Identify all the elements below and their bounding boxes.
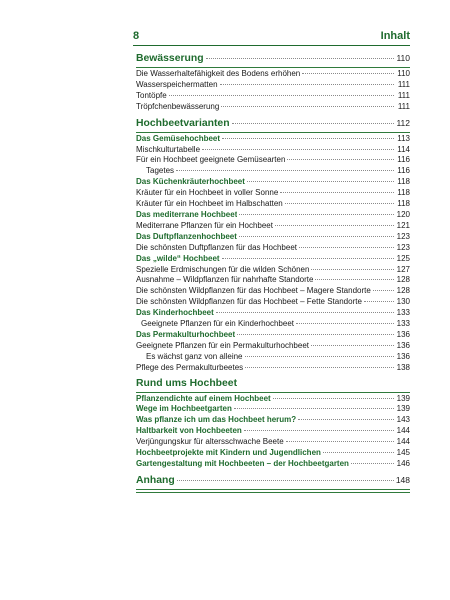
toc-subsection-title: Das Permakulturhochbeet xyxy=(136,329,236,339)
dot-leader xyxy=(247,180,394,182)
toc-entry[interactable] xyxy=(136,80,410,91)
toc-subsection[interactable] xyxy=(136,459,410,470)
toc-subsection-page: 139 xyxy=(396,404,410,414)
section-rule xyxy=(136,67,410,68)
toc-subsection-title: Was pflanze ich um das Hochbeet herum? xyxy=(136,415,297,425)
dot-leader xyxy=(221,105,394,107)
dot-leader xyxy=(177,479,394,481)
toc-entry-title: Tröpfchenbewässerung xyxy=(136,101,220,111)
toc-entry-page: 110 xyxy=(397,69,410,78)
toc-subsection-title: Pflanzendichte auf einem Hochbeet xyxy=(136,393,271,403)
toc-entry-page: 111 xyxy=(397,90,410,100)
dot-leader xyxy=(206,57,394,59)
toc-entry[interactable] xyxy=(136,352,410,363)
toc-entry-title: Kräuter für ein Hochbeet im Halbschatten xyxy=(136,199,283,209)
toc-section xyxy=(136,116,410,374)
toc-section-heading-page: 110 xyxy=(396,53,410,63)
toc-subsection[interactable] xyxy=(136,426,410,437)
header-rule xyxy=(133,45,410,46)
dot-leader xyxy=(239,235,394,237)
dot-leader xyxy=(232,122,394,124)
toc-subsection-page: 113 xyxy=(397,133,410,143)
section-rule xyxy=(136,392,410,393)
toc-entry[interactable] xyxy=(136,166,410,177)
toc-section xyxy=(136,473,410,493)
toc-section-heading-title: Anhang xyxy=(136,474,175,486)
toc-section-heading-title: Rund ums Hochbeet xyxy=(136,377,238,389)
dot-leader xyxy=(311,268,394,270)
toc-entry[interactable] xyxy=(136,297,410,308)
toc-subsection-title: Das Duftpflanzenhochbeet xyxy=(136,231,237,241)
toc-entry-page: 116 xyxy=(397,155,410,165)
dot-leader xyxy=(285,202,394,204)
toc-subsection-page: 143 xyxy=(396,415,410,425)
toc-subsection[interactable] xyxy=(136,415,410,426)
dot-leader xyxy=(273,397,394,399)
page-title: Inhalt xyxy=(380,30,410,42)
dot-leader xyxy=(222,257,394,259)
dot-leader xyxy=(222,137,394,139)
toc-section-heading[interactable] xyxy=(136,51,410,66)
toc-entry-title: Spezielle Erdmischungen für die wilden Schönen xyxy=(136,264,310,274)
toc-entry-page: 130 xyxy=(396,297,410,307)
toc-entry[interactable] xyxy=(136,437,410,448)
toc-entry[interactable] xyxy=(136,265,410,276)
page-number: 8 xyxy=(133,30,140,42)
toc-entry-title: Ausnahme – Wildpflanzen für nahrhafte Standorte xyxy=(136,275,314,285)
toc-entry-title: Die schönsten Duftpflanzen für das Hochbeet xyxy=(136,242,297,252)
toc-entry[interactable] xyxy=(136,102,410,113)
toc-subsection[interactable] xyxy=(136,254,410,265)
toc-entry-page: 144 xyxy=(396,437,410,447)
dot-leader xyxy=(296,322,394,324)
toc-subsection-title: Das mediterrane Hochbeet xyxy=(136,209,238,219)
dot-leader xyxy=(216,311,394,313)
toc-subsection[interactable] xyxy=(136,330,410,341)
toc-subsection[interactable] xyxy=(136,177,410,188)
page-header xyxy=(133,30,410,42)
dot-leader xyxy=(287,158,394,160)
toc-entry-page: 133 xyxy=(396,319,410,329)
toc-entry-page: 114 xyxy=(397,144,410,154)
toc-subsection-title: Wege im Hochbeetgarten xyxy=(136,404,232,414)
toc-entry-title: Mischkulturtabelle xyxy=(136,144,201,154)
toc-entry[interactable] xyxy=(136,69,410,80)
toc-entry[interactable] xyxy=(136,155,410,166)
section-rule xyxy=(136,489,410,490)
toc-entry[interactable] xyxy=(136,286,410,297)
dot-leader xyxy=(373,289,394,291)
toc-section-heading[interactable] xyxy=(136,116,410,131)
toc-section xyxy=(136,377,410,470)
toc-subsection-page: 125 xyxy=(396,253,410,263)
toc-entry-page: 127 xyxy=(396,264,410,274)
dot-leader xyxy=(280,191,394,193)
dot-leader xyxy=(202,148,394,150)
dot-leader xyxy=(245,366,394,368)
dot-leader xyxy=(298,418,394,420)
toc-entry-title: Wasserspeichermatten xyxy=(136,79,218,89)
toc-section-heading-page: 148 xyxy=(395,474,410,485)
toc-entry[interactable] xyxy=(136,188,410,199)
toc-entry-page: 138 xyxy=(396,362,410,372)
dot-leader xyxy=(234,407,394,409)
toc-subsection[interactable] xyxy=(136,448,410,459)
toc-entry-title: Pflege des Permakulturbeetes xyxy=(136,362,244,372)
toc-entry-title: Geeignete Pflanzen für ein Permakulturhochbeet xyxy=(136,340,309,350)
toc-entry-title: Die Wasserhaltefähigkeit des Bodens erhöhen xyxy=(136,69,301,78)
toc-entry-title: Geeignete Pflanzen für ein Kinderhochbeet xyxy=(141,319,294,329)
toc-entry-title: Kräuter für ein Hochbeet in voller Sonne xyxy=(136,188,279,198)
toc-section-heading[interactable] xyxy=(136,377,410,391)
toc-entry-title: Mediterrane Pflanzen für ein Hochbeet xyxy=(136,220,273,230)
toc-entry-page: 128 xyxy=(396,275,410,285)
dot-leader xyxy=(302,72,394,74)
dot-leader xyxy=(169,94,394,96)
toc-subsection[interactable] xyxy=(136,394,410,405)
toc-subsection-title: Das Kinderhochbeet xyxy=(136,308,214,318)
toc-entry-title: Tagetes xyxy=(146,166,175,176)
toc-subsection-title: Gartengestaltung mit Hochbeeten – der Hochbeetgarten xyxy=(136,459,349,468)
toc-section-heading-title: Bewässerung xyxy=(136,53,204,64)
dot-leader xyxy=(351,462,394,464)
dot-leader xyxy=(245,355,395,357)
dot-leader xyxy=(364,300,394,302)
toc-subsection-page: 120 xyxy=(396,209,410,219)
dot-leader xyxy=(237,333,394,335)
toc-entry-title: Tontöpfe xyxy=(136,90,167,100)
toc-subsection-title: Das Gemüsehochbeet xyxy=(136,133,221,143)
dot-leader xyxy=(299,246,394,248)
table-of-contents xyxy=(136,51,410,494)
toc-subsection-title: Das „wilde“ Hochbeet xyxy=(136,253,220,263)
toc-entry-page: 136 xyxy=(396,340,410,350)
toc-entry[interactable] xyxy=(136,199,410,210)
toc-entry[interactable] xyxy=(136,145,410,156)
toc-entry[interactable] xyxy=(136,91,410,102)
toc-subsection[interactable] xyxy=(136,134,410,145)
toc-entry-title: Für ein Hochbeet geeignete Gemüsearten xyxy=(136,155,286,165)
toc-entry[interactable] xyxy=(136,221,410,232)
toc-entry-page: 118 xyxy=(397,199,410,209)
dot-leader xyxy=(176,169,394,171)
toc-section xyxy=(136,51,410,113)
dot-leader xyxy=(286,440,394,442)
dot-leader xyxy=(275,224,394,226)
section-rule xyxy=(136,492,410,493)
toc-entry-title: Es wächst ganz von alleine xyxy=(146,351,243,361)
toc-subsection-page: 118 xyxy=(397,177,410,187)
toc-entry-page: 116 xyxy=(397,166,410,176)
dot-leader xyxy=(220,83,394,85)
dot-leader xyxy=(239,213,394,215)
toc-entry[interactable] xyxy=(136,319,410,330)
toc-subsection-page: 133 xyxy=(396,308,410,318)
dot-leader xyxy=(315,278,394,280)
toc-subsection-page: 144 xyxy=(396,426,410,436)
toc-entry[interactable] xyxy=(136,275,410,286)
toc-subsection[interactable] xyxy=(136,210,410,221)
toc-entry-title: Die schönsten Wildpflanzen für das Hochbeet – Fette Standorte xyxy=(136,297,362,307)
toc-subsection-page: 139 xyxy=(396,393,410,403)
toc-entry-title: Die schönsten Wildpflanzen für das Hochbeet – Magere Standorte xyxy=(136,286,371,296)
dot-leader xyxy=(323,451,394,453)
toc-subsection[interactable] xyxy=(136,404,410,415)
toc-entry[interactable] xyxy=(136,243,410,254)
toc-subsection-page: 146 xyxy=(396,459,410,468)
toc-entry[interactable] xyxy=(136,341,410,352)
toc-entry-page: 111 xyxy=(397,101,410,111)
toc-entry[interactable] xyxy=(136,363,410,374)
section-rule xyxy=(136,132,410,133)
toc-subsection-page: 145 xyxy=(396,448,410,458)
toc-entry-title: Verjüngungskur für altersschwache Beete xyxy=(136,437,284,447)
toc-section-heading-title: Hochbeetvarianten xyxy=(136,117,230,129)
toc-entry-page: 128 xyxy=(396,286,410,296)
toc-subsection[interactable] xyxy=(136,308,410,319)
dot-leader xyxy=(311,344,394,346)
toc-section-heading[interactable] xyxy=(136,473,410,488)
toc-section-heading-page: 112 xyxy=(396,117,410,128)
toc-entry-page: 111 xyxy=(397,79,410,89)
toc-subsection-title: Haltbarkeit von Hochbeeten xyxy=(136,426,242,436)
toc-subsection-page: 136 xyxy=(396,329,410,339)
toc-subsection-title: Hochbeetprojekte mit Kindern und Jugendlichen xyxy=(136,448,321,458)
dot-leader xyxy=(244,429,394,431)
toc-subsection-page: 123 xyxy=(396,231,410,241)
toc-entry-page: 121 xyxy=(396,220,410,230)
toc-subsection-title: Das Küchenkräuterhochbeet xyxy=(136,177,245,187)
toc-entry-page: 136 xyxy=(396,351,410,361)
toc-entry-page: 118 xyxy=(397,188,410,198)
toc-subsection[interactable] xyxy=(136,232,410,243)
toc-entry-page: 123 xyxy=(396,242,410,252)
